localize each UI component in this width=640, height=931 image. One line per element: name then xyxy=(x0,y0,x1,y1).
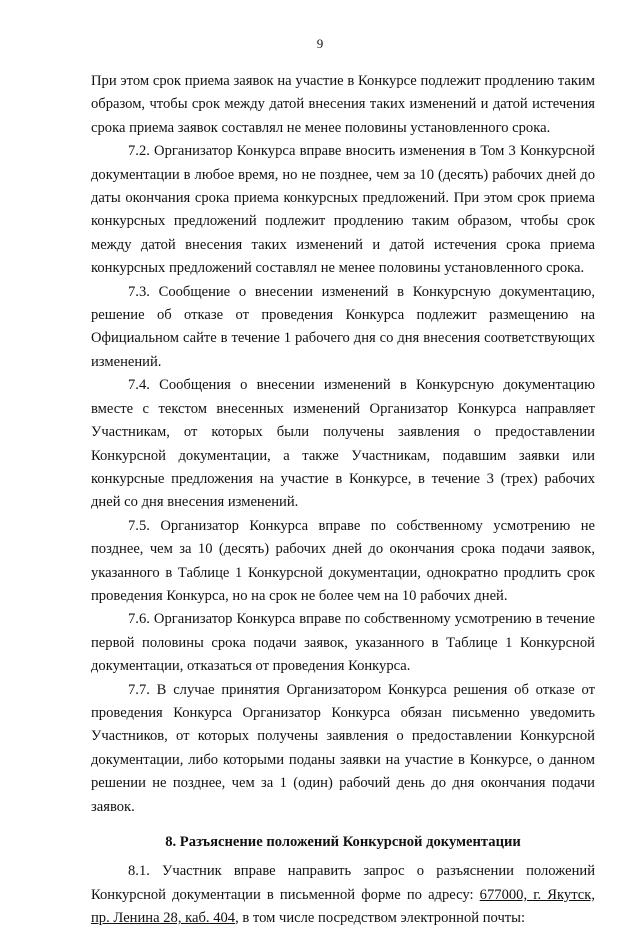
document-body xyxy=(91,70,595,931)
postal-address: 677000, г. Якутск, пр. Ленина 28, каб. 404 xyxy=(91,886,595,927)
paragraph-7-2: 7.2. Организатор Конкурса вправе вносить изменения в Том 3 Конкурсной документации в любое время, но не позднее, чем за 10 (десять) рабочих дней до даты окончания срока приема конкурсных предложений. При этом срок приема конкурсных предложений подлежит продлению таким образом, чтобы срок между датой внесения таких изменений и датой истечения срока приема конкурсных предложений составлял не менее половины установленного срока. xyxy=(91,143,595,277)
paragraph-7-7: 7.7. В случае принятия Организатором Конкурса решения об отказе от проведения Конкурса Организатор Конкурса обязан письменно уведомить Участников, от которых получены заявления о предоставлении Конкурсной документации, либо которыми поданы заявки на участие в Конкурсе, о данном решении не позднее, чем за 1 (один) рабочий день до дня окончания подачи заявок. xyxy=(91,681,595,815)
paragraph-8-1 xyxy=(91,860,595,930)
page-number: 9 xyxy=(316,36,324,51)
paragraph-7-3: 7.3. Сообщение о внесении изменений в Конкурсную документацию, решение об отказе от проведения Конкурса подлежит размещению на Официальном сайте в течение 1 рабочего дня со дня внесения соответствующих изменений. xyxy=(91,283,595,370)
paragraph-8-1-tail: , в том числе посредством электронной почты: xyxy=(235,910,526,927)
paragraph-extension-note: При этом срок приема заявок на участие в Конкурсе подлежит продлению таким образом, чтобы срок между датой внесения таких изменений и датой истечения срока приема заявок составлял не менее половины установленного срока. xyxy=(91,73,595,136)
paragraph-7-4: 7.4. Сообщения о внесении изменений в Конкурсную документацию вместе с текстом внесенных изменений Организатор Конкурса направляет Участникам, от которых были получены заявления о предоставлении Конкурсной документации, а также Участникам, подавшим заявки или конкурсные предложения на участие в Конкурсе, в течение 3 (трех) рабочих дней со дня внесения изменений. xyxy=(91,377,595,511)
paragraph-8-1-intro: 8.1. Участник вправе направить запрос о разъяснении положений Конкурсной документации в письменной форме по адресу: xyxy=(91,863,595,903)
paragraph-7-6: 7.6. Организатор Конкурса вправе по собственному усмотрению в течение первой половины срока подачи заявок, указанного в Таблице 1 Конкурсной документации, отказаться от проведения Конкурса. xyxy=(91,611,595,675)
section-8-heading: 8. Разъяснение положений Конкурсной документации xyxy=(165,834,521,850)
paragraph-7-5: 7.5. Организатор Конкурса вправе по собственному усмотрению не позднее, чем за 10 (десять) рабочих дней до окончания срока подачи заявок, указанного в Таблице 1 Конкурсной документации, однократно продлить срок проведения Конкурса, но на срок не более чем на 10 рабочих дней. xyxy=(91,517,595,604)
